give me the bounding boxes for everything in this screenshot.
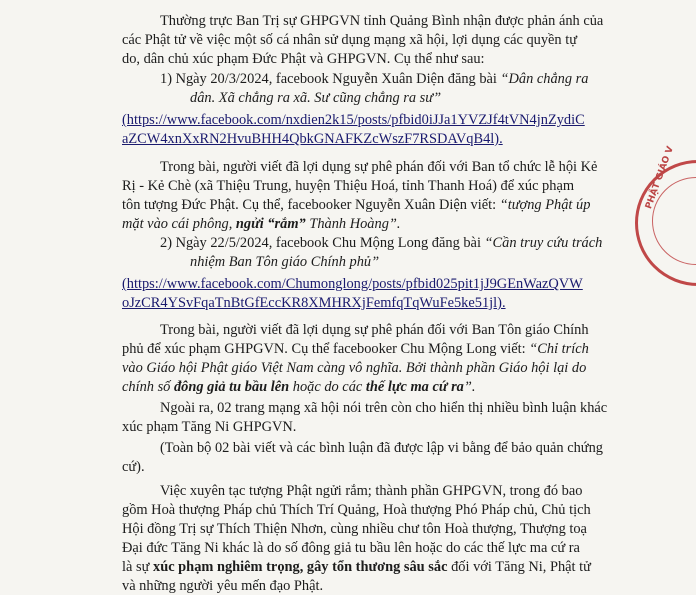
quote-2-part-a: chính số (122, 379, 171, 395)
item-2-title-cont: nhiệm Ban Tôn giáo Chính phủ” (190, 254, 380, 270)
paragraph-2-line-1: Trong bài, người viết đã lợi dụng sự phê phán đối với Ban tổ chức lễ hội Kẻ (160, 159, 598, 175)
paragraph-intro-line-3: do, dân chủ xúc phạm Đức Phật và GHPGVN. Cụ thể như sau: (122, 51, 485, 67)
paragraph-2-line-3-text: tôn tượng Đức Phật. Cụ thể, facebooker Nguyễn Xuân Diện viết: (122, 197, 497, 213)
quote-1-part-c: Thành Hoàng”. (309, 216, 401, 232)
link-1-line-1[interactable]: (https://www.facebook.com/nxdien2k15/posts/pfbid0iJJa1YVZJf4tVN4jnZydiC (122, 112, 585, 128)
paragraph-4-line-2: xúc phạm Tăng Ni GHPGVN. (122, 419, 297, 435)
red-seal-stamp (635, 145, 696, 286)
seal-text: PHẬT GIÁO V (644, 145, 676, 211)
quote-1-line-2 (122, 215, 401, 233)
paragraph-4-line-1: Ngoài ra, 02 trang mạng xã hội nói trên còn cho hiển thị nhiều bình luận khác (160, 400, 608, 416)
paragraph-6-line-2: gồm Hoà thượng Pháp chủ Thích Trí Quảng, Hoà thượng Phó Pháp chủ, Chủ tịch (122, 502, 591, 518)
paragraph-3-line-1: Trong bài, người viết đã lợi dụng sự phê phán đối với Ban Tôn giáo Chính (160, 322, 589, 338)
item-2-line-1 (160, 234, 602, 252)
quote-1-start: “tượng Phật úp (499, 197, 591, 213)
paragraph-3-line-2-text: phủ để xúc phạm GHPGVN. Cụ thể facebooker Chu Mộng Long viết: (122, 341, 526, 357)
item-1-title-cont: dân. Xã chẳng ra xã. Sư cũng chẳng ra sư” (190, 90, 442, 106)
paragraph-6-line-5-b: xúc phạm nghiêm trọng, gây tổn thương sâu sắc (153, 559, 448, 575)
quote-2-line-3 (122, 378, 475, 396)
paragraph-6-line-5-c: đối với Tăng Ni, Phật tử (451, 559, 591, 575)
link-1-line-2[interactable]: aZCW4xnXxRN2HvuBHH4QbkGNAFKZcWszF7RSDAVqB4l). (122, 131, 503, 147)
paragraph-6-line-6: và những người yêu mến đạo Phật. (122, 578, 324, 594)
paragraph-6-line-4: Đại đức Tăng Ni khác là do số đông giả tu bầu lên hoặc do các thế lực ma cứ ra (122, 540, 580, 556)
quote-2-line-2: vào Giáo hội Phật giáo Việt Nam càng vô nghĩa. Bởi thành phần Giáo hội lại do (122, 360, 587, 376)
paragraph-6-line-5-a: là sự (122, 559, 150, 575)
quote-2-part-e: ”. (463, 379, 476, 395)
paragraph-2-line-3 (122, 196, 590, 214)
paragraph-6-line-3: Hội đồng Trị sự Thích Thiện Nhơn, cùng nhiều chư tôn Hoà thượng, Thượng toạ (122, 521, 587, 537)
item-1-line-1 (160, 70, 588, 88)
item-1-title-start: “Dân chẳng ra (500, 71, 589, 87)
paragraph-6-line-1: Việc xuyên tạc tượng Phật ngửi rắm; thành phần GHPGVN, trong đó bao (160, 483, 583, 499)
paragraph-intro-line-1: Thường trực Ban Trị sự GHPGVN tỉnh Quảng Bình nhận được phản ánh của (160, 13, 604, 29)
quote-2-part-c: hoặc do các (292, 379, 363, 395)
paragraph-5-line-1: (Toàn bộ 02 bài viết và các bình luận đã được lập vi bằng để bảo quản chứng (160, 440, 603, 456)
quote-1-part-b: ngửi “rắm” (235, 216, 306, 232)
quote-1-part-a: mặt vào cái phông, (122, 216, 233, 232)
link-2-line-2[interactable]: oJzCR4YSvFqaTnBtGfEccKR8XMHRXjFemfqTqWuFe5ke51jl). (122, 295, 506, 311)
paragraph-3-line-2 (122, 340, 589, 358)
quote-2-start: “Chỉ trích (529, 341, 589, 357)
quote-2-part-b: đông giả tu bầu lên (173, 379, 290, 395)
paragraph-2-line-2: Rị - Kẻ Chè (xã Thiệu Trung, huyện Thiệu Hoá, tỉnh Thanh Hoá) để xúc phạm (122, 178, 575, 194)
link-2-line-1[interactable]: (https://www.facebook.com/Chumonglong/posts/pfbid025pit1jJ9GEnWazQVW (122, 276, 583, 292)
quote-2-part-d: thế lực ma cứ ra (365, 379, 464, 395)
paragraph-6-line-5 (122, 558, 591, 576)
paragraph-intro-line-2: các Phật tử về việc một số cá nhân sử dụng mạng xã hội, lợi dụng các quyền tự (122, 32, 578, 48)
item-1-lead: 1) Ngày 20/3/2024, facebook Nguyễn Xuân Diện đăng bài (160, 71, 497, 87)
paragraph-5-line-2: cứ). (122, 459, 145, 475)
item-2-title-start: “Cần truy cứu trách (484, 235, 603, 251)
item-2-lead: 2) Ngày 22/5/2024, facebook Chu Mộng Long đăng bài (160, 235, 481, 251)
